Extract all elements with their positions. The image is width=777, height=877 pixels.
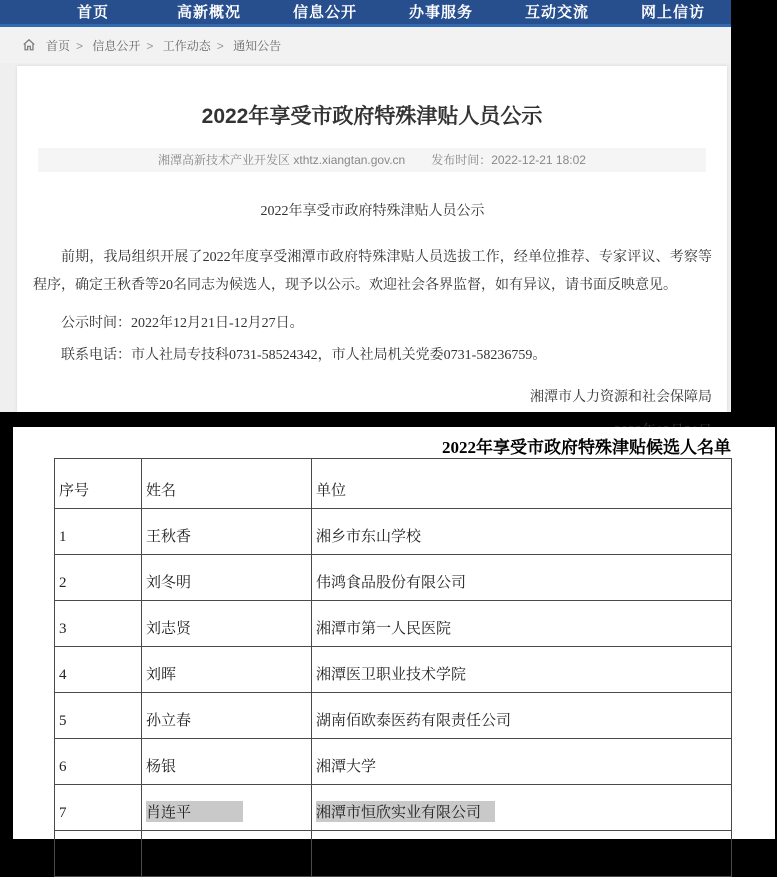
nav-item[interactable]: 办事服务 — [408, 3, 473, 21]
article-paragraph: 前期，我局组织开展了2022年度享受湘潭市政府特殊津贴人员选拔工作，经单位推荐、专家评议、考察等程序，确定王秋香等20名同志为候选人，现予以公示。欢迎社会各界监督，如有异议，请书面反映意见。 — [33, 250, 712, 293]
cell-unit: 伟鸿食品股份有限公司 — [312, 555, 732, 601]
article-signature: 湘潭市人力资源和社会保障局 — [530, 390, 712, 405]
main-nav — [0, 0, 731, 27]
cell-name: 刘晖 — [142, 647, 312, 693]
cell-name — [142, 831, 312, 877]
table-row — [55, 555, 732, 601]
cell-unit: 湘潭医卫职业技术学院 — [312, 647, 732, 693]
cell-name: 刘志贤 — [142, 601, 312, 647]
cell-name: 杨银 — [142, 739, 312, 785]
table-row — [55, 693, 732, 739]
breadcrumb-separator: > — [76, 38, 84, 53]
table-row — [55, 739, 732, 785]
breadcrumb-separator: > — [146, 38, 154, 53]
candidate-list-panel — [13, 427, 775, 839]
cell-unit: 湘乡市东山学校 — [312, 509, 732, 555]
breadcrumb-link[interactable]: 信息公开 — [92, 38, 141, 53]
nav-item[interactable]: 高新概况 — [176, 3, 241, 21]
cell-index: 1 — [55, 509, 142, 555]
table-header-row — [55, 459, 732, 509]
article-page — [0, 0, 731, 412]
nav-item[interactable]: 首页 — [76, 3, 109, 21]
breadcrumb-item — [163, 39, 230, 53]
table-row — [55, 509, 732, 555]
breadcrumb — [0, 27, 731, 63]
article-meta-bar — [38, 148, 706, 172]
cell-index: 6 — [55, 739, 142, 785]
table-row — [55, 601, 732, 647]
breadcrumb-link[interactable]: 通知公告 — [233, 38, 282, 53]
home-icon[interactable] — [22, 38, 36, 52]
breadcrumb-link[interactable]: 工作动态 — [162, 38, 211, 53]
cell-index: 5 — [55, 693, 142, 739]
candidate-table — [54, 458, 732, 877]
cell-index: 2 — [55, 555, 142, 601]
cell-name: 刘冬明 — [142, 555, 312, 601]
cell-index: 7 — [55, 785, 142, 831]
cell-name: 孙立春 — [142, 693, 312, 739]
cell-unit: 湘潭市恒欣实业有限公司 — [312, 785, 732, 831]
article-publish-time: 发布时间：2022-12-21 18:02 — [431, 153, 586, 167]
nav-item[interactable]: 网上信访 — [640, 3, 705, 21]
article-contact-line: 联系电话：市人社局专技科0731-58524342，市人社局机关党委0731-58236759。 — [61, 348, 547, 363]
article-period-line: 公示时间：2022年12月21日-12月27日。 — [61, 316, 304, 331]
breadcrumb-item — [233, 39, 281, 53]
article-panel — [17, 66, 727, 412]
page-title: 2022年享受市政府特殊津贴人员公示 — [201, 105, 543, 128]
breadcrumb-link[interactable]: 首页 — [46, 38, 71, 53]
article-source: 湘潭高新技术产业开发区 xthtz.xiangtan.gov.cn — [158, 153, 406, 167]
table-row — [55, 831, 732, 877]
cell-unit: 湘潭市第一人民医院 — [312, 601, 732, 647]
cell-index — [55, 831, 142, 877]
cell-index: 4 — [55, 647, 142, 693]
cell-unit — [312, 831, 732, 877]
article-body-heading: 2022年享受市政府特殊津贴人员公示 — [260, 204, 485, 219]
column-header-name: 姓名 — [142, 459, 312, 509]
nav-item[interactable]: 互动交流 — [524, 3, 589, 21]
column-header-unit: 单位 — [312, 459, 732, 509]
breadcrumb-item — [92, 39, 159, 53]
nav-item[interactable]: 信息公开 — [292, 3, 357, 21]
cell-name: 肖连平 — [142, 785, 312, 831]
column-header-index: 序号 — [55, 459, 142, 509]
cell-unit: 湘潭大学 — [312, 739, 732, 785]
cell-unit: 湖南佰欧泰医药有限责任公司 — [312, 693, 732, 739]
breadcrumb-separator: > — [216, 38, 224, 53]
article-content — [17, 202, 727, 442]
cell-index: 3 — [55, 601, 142, 647]
table-row — [55, 647, 732, 693]
breadcrumb-item — [46, 39, 89, 53]
table-row — [55, 785, 732, 831]
cell-name: 王秋香 — [142, 509, 312, 555]
breadcrumb-trail — [46, 37, 281, 54]
candidate-list-title: 2022年享受市政府特殊津贴候选人名单 — [442, 438, 731, 457]
